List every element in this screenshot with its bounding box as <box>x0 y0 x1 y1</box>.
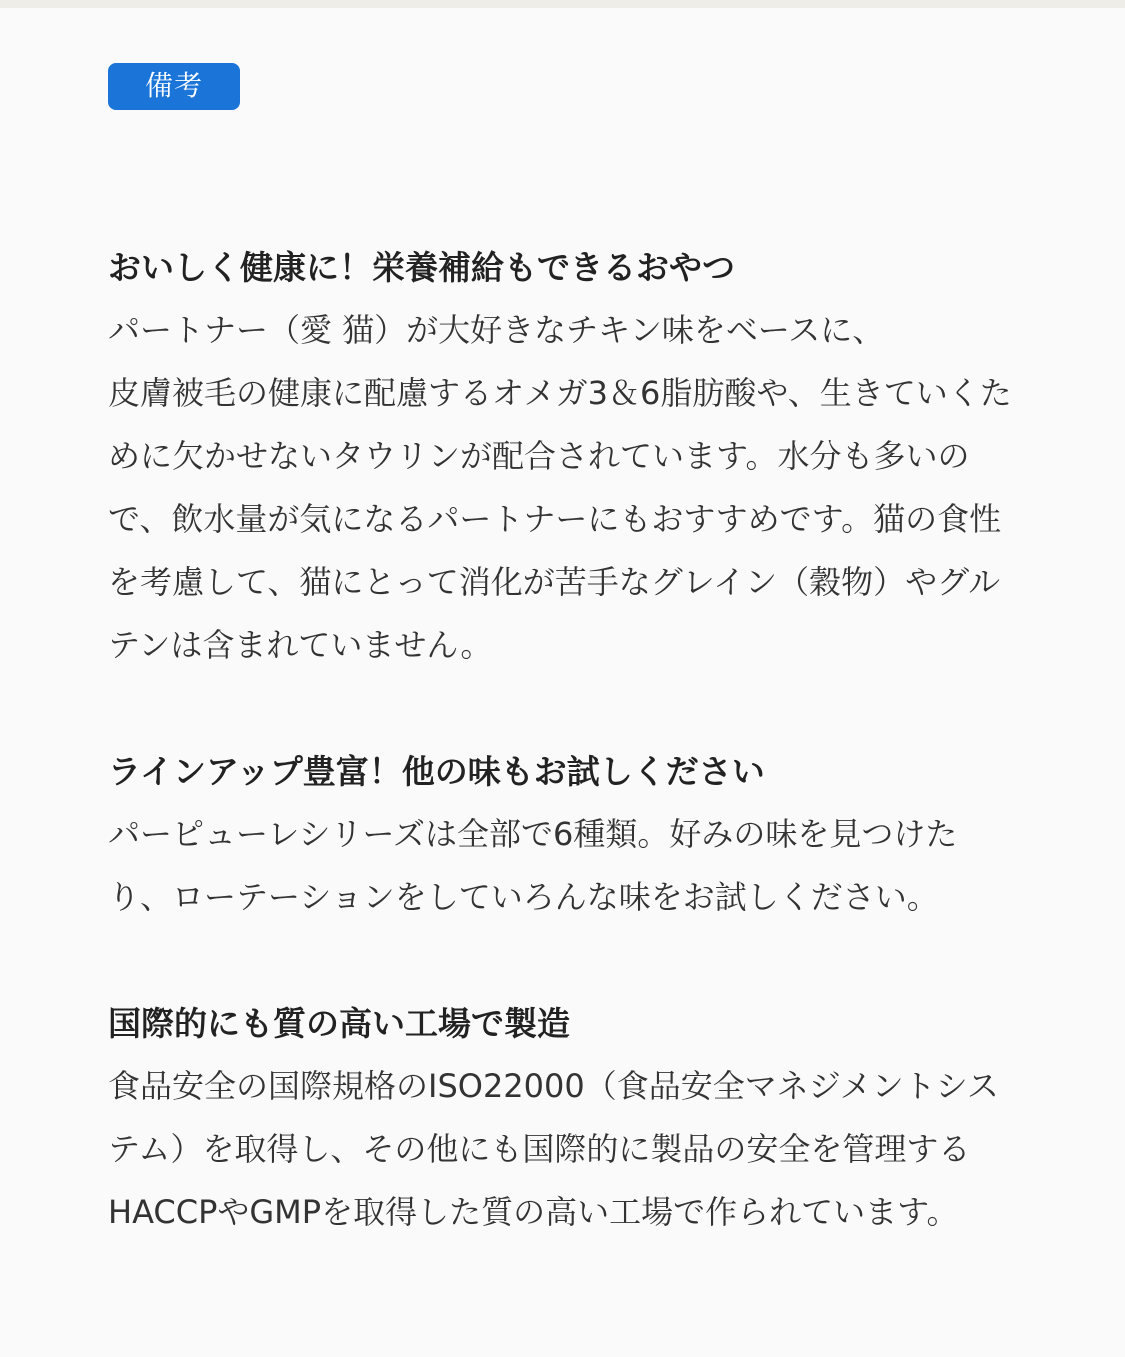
section-lineup <box>108 740 1013 929</box>
section-body: パーピューレシリーズは全部で6種類。好みの味を見つけたり、ローテーションをしていろんな味をお試しください。 <box>108 815 958 916</box>
section-healthy-snack <box>108 236 1013 677</box>
top-divider-strip <box>0 0 1125 8</box>
section-heading: おいしく健康に！栄養補給もできるおやつ <box>108 248 735 287</box>
section-body: 食品安全の国際規格のISO22000（食品安全マネジメントシステム）を取得し、その他にも国際的に製品の安全を管理するHACCPやGMPを取得した質の高い工場で作られています。 <box>108 1067 999 1231</box>
section-body: パートナー（愛 猫）が大好きなチキン味をベースに、 皮膚被毛の健康に配慮するオメガ3＆6脂肪酸や、生きていくために欠かせないタウリンが配合されています。水分も多いので、飲水量が気になるパートナーにもおすすめです。猫の食性を考慮して、猫にとって消化が苦手なグレイン（穀物）やグルテンは含まれていません。 <box>108 311 1012 664</box>
notes-panel <box>108 63 1013 1244</box>
section-heading: 国際的にも質の高い工場で製造 <box>108 1004 570 1043</box>
section-heading: ラインアップ豊富！他の味もお試しください <box>108 752 765 791</box>
notes-badge: 備考 <box>108 63 240 110</box>
section-factory <box>108 992 1013 1244</box>
